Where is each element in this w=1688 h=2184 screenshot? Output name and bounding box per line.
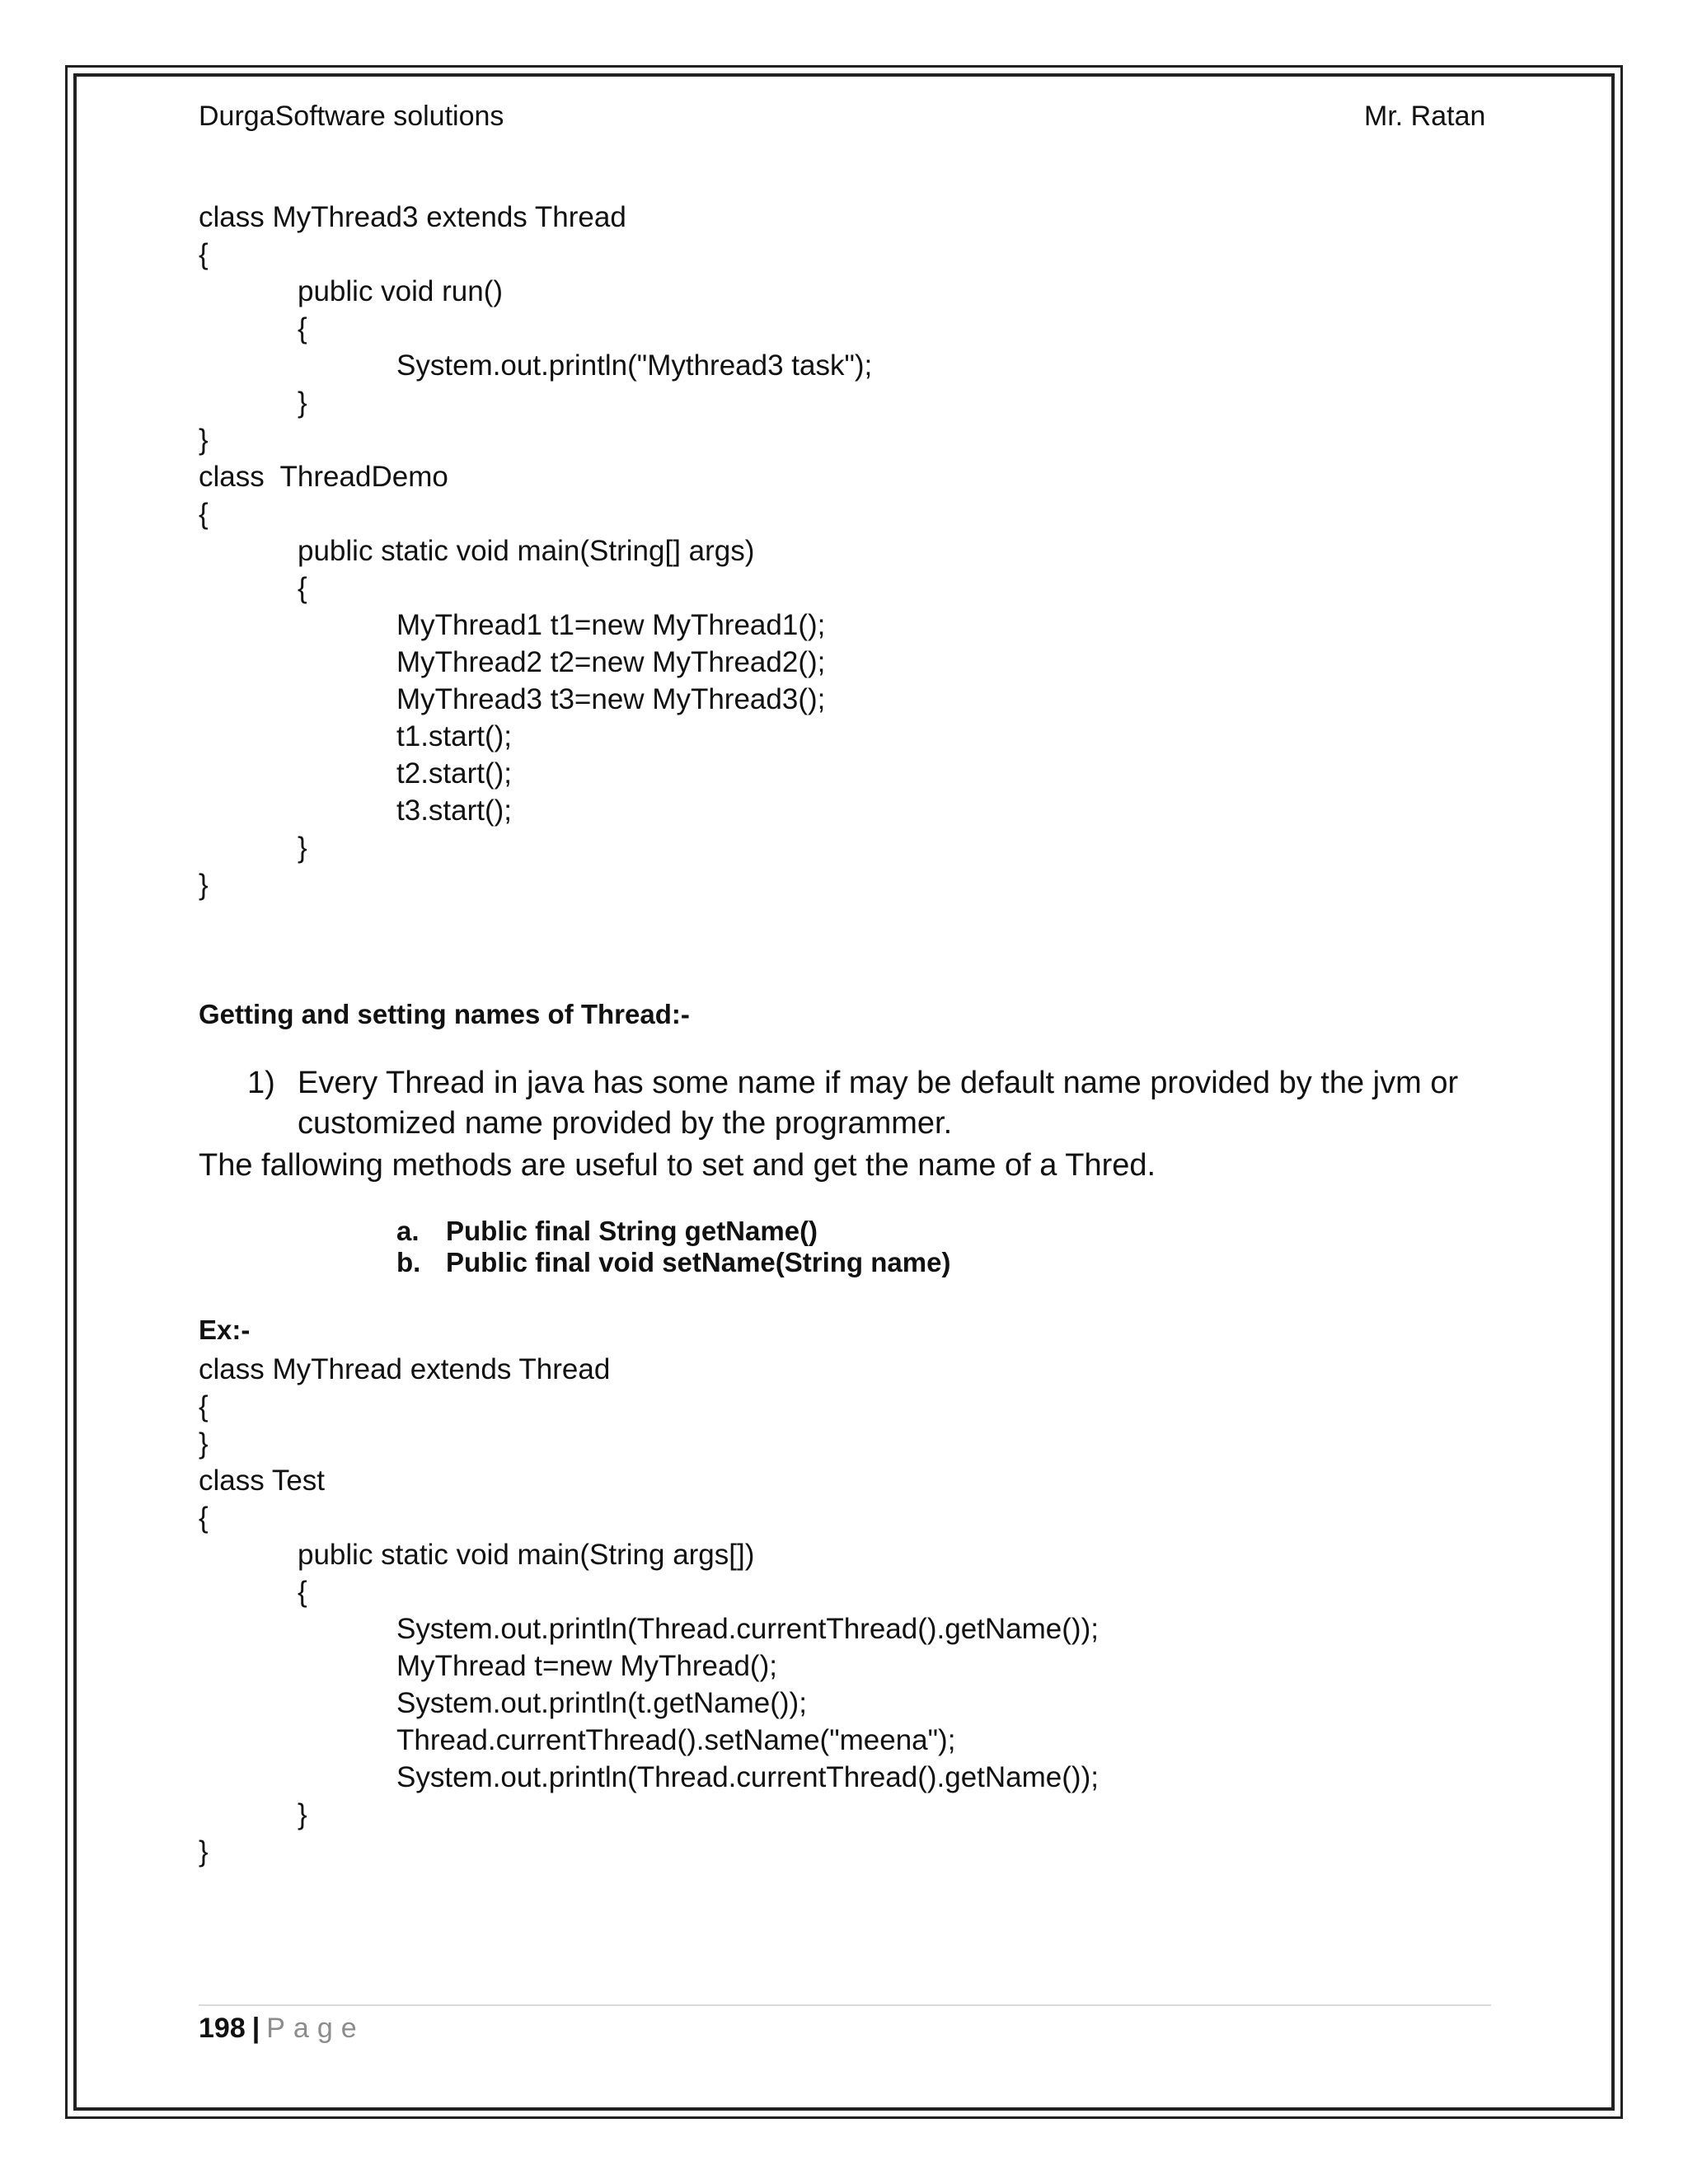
code-line: class MyThread extends Thread — [199, 1353, 611, 1385]
method-item — [396, 1247, 950, 1278]
code-line: { — [298, 1576, 307, 1608]
numbered-point — [247, 1063, 1467, 1144]
code-line: t1.start(); — [396, 720, 513, 752]
code-line: System.out.println(Thread.currentThread().getName()); — [396, 1613, 1099, 1645]
code-line: } — [199, 869, 209, 901]
code-line: } — [298, 1798, 307, 1830]
method-list — [396, 1216, 950, 1278]
code-line: } — [298, 832, 307, 864]
code-line: MyThread3 t3=new MyThread3(); — [396, 683, 826, 715]
header-author: Mr. Ratan — [1364, 101, 1486, 132]
code-line: { — [199, 1390, 209, 1422]
code-line: } — [298, 387, 307, 419]
code-block-mythread3 — [199, 199, 872, 903]
code-line: } — [199, 1427, 209, 1460]
method-marker: b. — [396, 1247, 421, 1277]
page-number: 198 — [199, 2013, 246, 2044]
code-block-test — [199, 1351, 1099, 1870]
code-line: System.out.println(Thread.currentThread().getName()); — [396, 1761, 1099, 1793]
code-line: } — [199, 1835, 209, 1868]
code-line: class ThreadDemo — [199, 461, 448, 493]
code-line: Thread.currentThread().setName("meena"); — [396, 1724, 956, 1756]
code-line: public void run() — [298, 275, 503, 307]
code-line: MyThread1 t1=new MyThread1(); — [396, 609, 826, 641]
code-line: } — [199, 424, 209, 456]
footer-divider — [199, 2004, 1491, 2006]
code-line: { — [298, 572, 307, 604]
code-line: MyThread t=new MyThread(); — [396, 1650, 777, 1682]
method-item — [396, 1216, 950, 1247]
point-text: Every Thread in java has some name if may be default name provided by the jvm or customized name provided by the programmer. — [298, 1066, 1459, 1141]
section-heading: Getting and setting names of Thread:- — [199, 999, 690, 1029]
page-footer — [199, 2013, 365, 2045]
code-line: class Test — [199, 1465, 326, 1497]
code-line: System.out.println("Mythread3 task"); — [396, 349, 873, 382]
method-signature: Public final String getName() — [446, 1216, 818, 1246]
page-label: Page — [266, 2013, 365, 2044]
footer-separator: | — [251, 2013, 260, 2044]
code-line: { — [199, 238, 209, 270]
example-label: Ex:- — [199, 1315, 251, 1345]
code-line: t2.start(); — [396, 757, 513, 790]
method-signature: Public final void setName(String name) — [446, 1247, 951, 1277]
header-company: DurgaSoftware solutions — [199, 101, 504, 132]
code-line: { — [199, 498, 209, 530]
code-line: public static void main(String[] args) — [298, 535, 755, 567]
code-line: class MyThread3 extends Thread — [199, 201, 626, 233]
method-marker: a. — [396, 1216, 420, 1246]
code-line: MyThread2 t2=new MyThread2(); — [396, 646, 826, 678]
code-line: t3.start(); — [396, 794, 513, 827]
code-line: System.out.println(t.getName()); — [396, 1687, 807, 1719]
code-line: public static void main(String args[]) — [298, 1539, 755, 1571]
paragraph: The fallowing methods are useful to set and get the name of a Thred. — [199, 1148, 1156, 1183]
code-line: { — [298, 312, 307, 344]
point-number: 1) — [247, 1066, 275, 1100]
code-line: { — [199, 1502, 209, 1534]
